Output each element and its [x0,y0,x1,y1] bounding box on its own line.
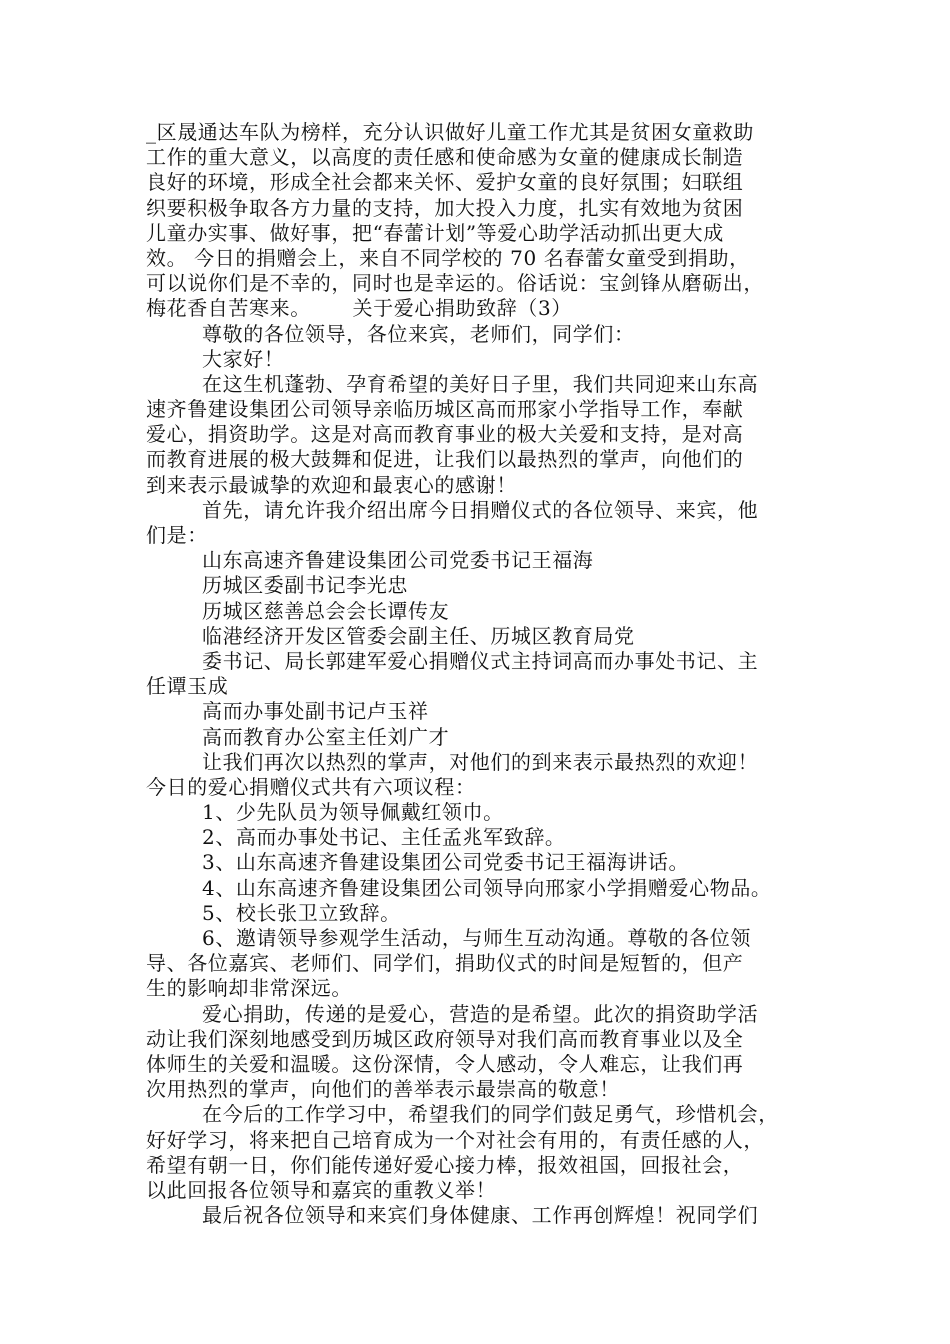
text-line: 爱心，捐资助学。这是对高而教育事业的极大关爱和支持，是对高 [146,422,744,447]
text-line: 希望有朝一日，你们能传递好爱心接力棒，报效祖国，回报社会， [146,1152,744,1177]
text-line: 最后祝各位领导和来宾们身体健康、工作再创辉煌！祝同学们 [202,1203,759,1228]
text-line: 可以说你们是不幸的，同时也是幸运的。俗话说：宝剑锋从磨砺出， [146,271,764,296]
text-line: 6、邀请领导参观学生活动，与师生互动沟通。尊敬的各位领 [202,926,751,950]
text-line: 生的影响却非常深远。 [146,976,352,1001]
text-line: 速齐鲁建设集团公司领导亲临历城区高而邢家小学指导工作，奉献 [146,397,744,422]
text-line: 首先，请允许我介绍出席今日捐赠仪式的各位领导、来宾，他 [202,497,759,522]
text-line: 儿童办实事、做好事，把“春蕾计划”等爱心助学活动抓出更大成 [146,220,724,245]
text-line: 尊敬的各位领导，各位来宾，老师们，同学们： [202,321,635,346]
text-line: 1、少先队员为领导佩戴红领巾。 [202,800,504,825]
text-line: 2、高而办事处书记、主任孟兆军致辞。 [202,825,566,850]
text-line: 工作的重大意义，以高度的责任感和使命感为女童的健康成长制造 [146,145,744,170]
text-line: 任谭玉成 [146,674,229,699]
text-line: 临港经济开发区管委会副主任、历城区教育局党 [202,623,635,648]
text-line: 次用热烈的掌声，向他们的善举表示最崇高的敬意！ [146,1077,620,1102]
text-line: 而教育进展的极大鼓舞和促进，让我们以最热烈的掌声，向他们的 [146,447,744,472]
text-line: 大家好！ [202,346,285,371]
text-line: 效。 今日的捐赠会上，来自不同学校的 70 名春蕾女童受到捐助， [146,245,750,270]
text-line: 历城区慈善总会会长谭传友 [202,598,450,623]
text-line: 动让我们深刻地感受到历城区政府领导对我们高而教育事业以及全 [146,1026,744,1051]
text-line: 委书记、局长郭建军爱心捐赠仪式主持词高而办事处书记、主 [202,648,759,673]
text-line: 导、各位嘉宾、老师们、同学们，捐助仪式的时间是短暂的，但产 [146,951,744,976]
text-line: 以此回报各位领导和嘉宾的重教义举！ [146,1177,497,1202]
text-line: 到来表示最诚挚的欢迎和最衷心的感谢！ [146,472,517,497]
text-line: 3、山东高速齐鲁建设集团公司党委书记王福海讲话。 [202,850,690,875]
text-line: 高而教育办公室主任刘广才 [202,724,450,749]
text-line: 山东高速齐鲁建设集团公司党委书记王福海 [202,548,594,573]
text-line: 高而办事处副书记卢玉祥 [202,699,429,724]
text-line: 让我们再次以热烈的掌声，对他们的到来表示最热烈的欢迎！ [202,749,759,774]
text-line: 4、山东高速齐鲁建设集团公司领导向邢家小学捐赠爱心物品。 [202,875,772,900]
text-line: 们是： [146,523,208,547]
text-line: 梅花香自苦寒来。 关于爱心捐助致辞（3） [146,296,572,321]
text-line: 体师生的关爱和温暖。这份深情，令人感动，令人难忘，让我们再 [146,1051,744,1076]
text-line: 在这生机蓬勃、孕育希望的美好日子里，我们共同迎来山东高 [202,371,759,396]
text-line: 今日的爱心捐赠仪式共有六项议程： [146,774,476,799]
text-line: 历城区委副书记李光忠 [202,573,408,598]
document-body [146,120,818,1228]
text-line: 爱心捐助，传递的是爱心，营造的是希望。此次的捐资助学活 [202,1001,759,1026]
text-line: 好好学习，将来把自己培育成为一个对社会有用的，有责任感的人， [146,1127,764,1152]
text-line: _区晟通达车队为榜样，充分认识做好儿童工作尤其是贫困女童救助 [146,120,754,144]
text-line: 在今后的工作学习中，希望我们的同学们鼓足勇气，珍惜机会， [202,1102,779,1127]
text-line: 良好的环境，形成全社会都来关怀、爱护女童的良好氛围；妇联组 [146,170,744,195]
text-line: 织要积极争取各方力量的支持，加大投入力度，扎实有效地为贫困 [146,195,744,220]
text-line: 5、校长张卫立致辞。 [202,900,401,925]
